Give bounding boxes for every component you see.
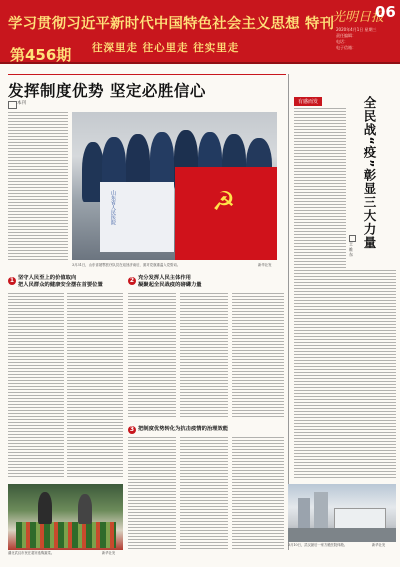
section-2-heading-line2: 凝聚起全民战疫的磅礴力量: [138, 282, 202, 288]
side-author-marker: [349, 235, 356, 242]
hospital-photo-caption: 3月10日，武汉最后一家方舱医院休舱。: [288, 543, 348, 547]
main-photo: [72, 112, 277, 260]
section-2-number: 2: [129, 277, 135, 284]
byline: 本刊: [17, 101, 26, 106]
section-2-heading-line1: 充分发挥人民主体作用: [138, 275, 191, 281]
section-2-text-col-2: [180, 293, 228, 418]
special-issue-title: 学习贯彻习近平新时代中国特色社会主义思想 特刊: [8, 16, 335, 32]
headline-rule: [8, 74, 286, 75]
newspaper-name: 光明日报: [332, 10, 385, 25]
page-number: 06: [375, 3, 396, 21]
masthead-slogan: 往深里走 往心里走 往实里走: [92, 42, 240, 54]
section-3-text-col-2: [180, 437, 228, 550]
byline-marker: [8, 101, 17, 109]
masthead-phone: 电话：: [336, 39, 348, 44]
side-text-block-1: [294, 108, 346, 268]
intro-text-block: [8, 112, 68, 260]
side-text-block-2: [294, 270, 396, 478]
section-3-number: 3: [129, 426, 135, 433]
masthead: [0, 0, 400, 62]
issue-number: 第456期: [10, 46, 72, 62]
masthead-underline: [0, 62, 400, 64]
masthead-editor: 责任编辑：: [336, 33, 356, 38]
photo-credit: 新华社发: [258, 263, 272, 267]
hospital-building-photo: [288, 484, 396, 542]
section-3-heading: 把制度优势转化为抗击疫情的治理效能: [138, 426, 229, 432]
section-3-text-col-3: [232, 437, 284, 550]
column-label: 有感而发: [294, 97, 322, 106]
section-2-text-col-1: [128, 293, 176, 418]
section-1-number: 1: [9, 277, 15, 284]
section-2-text-col-3: [232, 293, 284, 418]
section-3-text-col-1: [128, 437, 176, 550]
supermarket-photo-caption: 湖北武汉市民在超市选购蔬菜。: [8, 551, 55, 555]
side-author: 王 维 东: [349, 242, 354, 257]
hammer-sickle-icon: ☭: [212, 187, 236, 217]
photo-caption: 3月31日，山东省援鄂医疗队员在返回济南后，面对党旗重温入党誓词。: [72, 263, 181, 267]
section-1-heading-line2: 把人民群众的健康安全摆在首要位置: [18, 282, 103, 288]
supermarket-photo-credit: 新华社发: [102, 551, 116, 555]
masthead-email: 电子信箱：: [336, 45, 356, 50]
main-headline: 发挥制度优势 坚定必胜信心: [8, 82, 206, 100]
hospital-photo-credit: 新华社发: [372, 543, 386, 547]
side-headline: 全民战“疫”彰显三大力量: [362, 96, 377, 250]
supermarket-photo: [8, 484, 123, 550]
section-1-text-col-2: [67, 293, 123, 478]
section-1-text-col-1: [8, 293, 64, 478]
section-1-heading-line1: 坚守人民至上的价值取向: [18, 275, 77, 281]
hospital-banner-text: 山东省人民医院: [110, 190, 116, 225]
column-divider: [288, 74, 289, 550]
masthead-date: 2020年4月1日 星期三: [336, 27, 377, 32]
